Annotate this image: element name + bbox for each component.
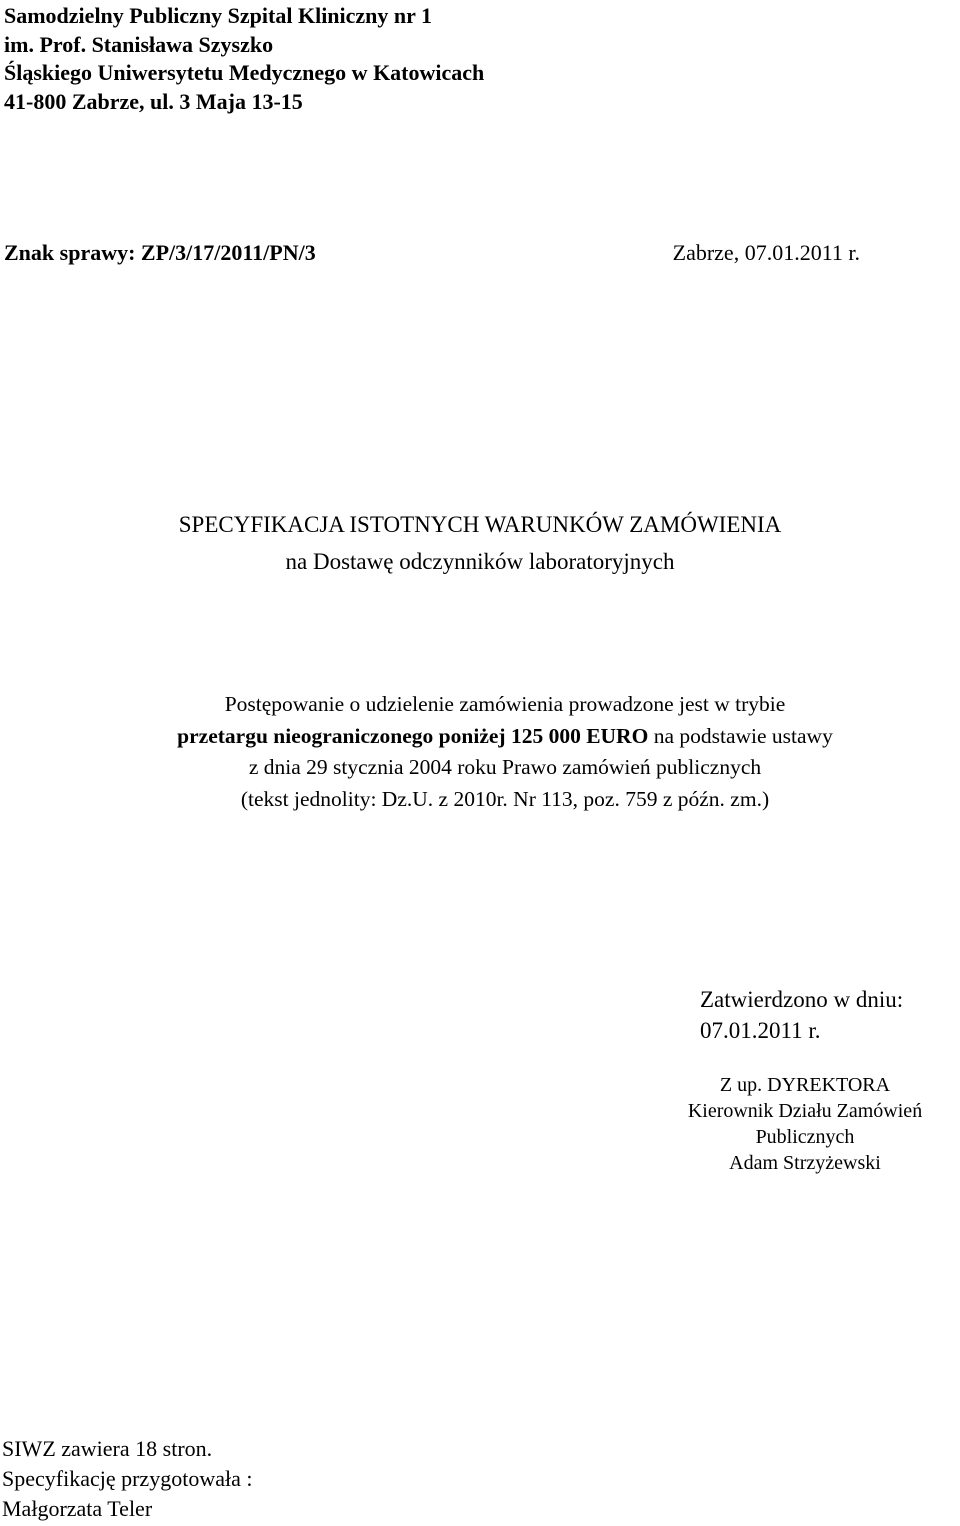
hospital-address-block — [4, 2, 484, 116]
document-title: SPECYFIKACJA ISTOTNYCH WARUNKÓW ZAMÓWIENIA — [178, 512, 782, 537]
hospital-name: Samodzielny Publiczny Szpital Kliniczny nr 1 — [4, 3, 433, 28]
signature-department: Publicznych — [755, 1126, 855, 1148]
procedure-line-3: z dnia 29 stycznia 2004 roku Prawo zamówień publicznych — [248, 755, 762, 779]
place-and-date: Zabrze, 07.01.2011 r. — [672, 240, 860, 265]
prepared-by-label: Specyfikację przygotowała : — [2, 1466, 253, 1491]
procedure-line-1: Postępowanie o udzielenie zamówienia prowadzone jest w trybie — [224, 692, 786, 716]
procedure-mode: przetargu nieograniczonego poniżej 125 000 EURO — [177, 723, 649, 748]
approval-date: 07.01.2011 r. — [700, 1018, 821, 1043]
procedure-line-4: (tekst jednolity: Dz.U. z 2010r. Nr 113, poz. 759 z późn. zm.) — [240, 786, 770, 811]
document-title-block — [0, 506, 960, 580]
hospital-patron: im. Prof. Stanisława Szyszko — [4, 31, 274, 57]
case-reference: Znak sprawy: ZP/3/17/2011/PN/3 — [4, 240, 316, 265]
procedure-legal-basis: na podstawie ustawy — [648, 723, 833, 748]
document-subject: na Dostawę odczynników laboratoryjnych — [285, 549, 675, 574]
hospital-university: Śląskiego Uniwersytetu Medycznego w Katowicach — [4, 60, 485, 85]
prepared-by-name: Małgorzata Teler — [2, 1496, 153, 1521]
signature-name: Adam Strzyżewski — [729, 1152, 881, 1174]
procedure-line-2 — [0, 721, 960, 753]
footer-block — [2, 1434, 252, 1524]
hospital-street-address: 41-800 Zabrze, ul. 3 Maja 13-15 — [4, 88, 303, 114]
signature-block — [640, 1072, 960, 1176]
signature-authority: Z up. DYREKTORA — [719, 1074, 891, 1096]
page-count: SIWZ zawiera 18 stron. — [2, 1436, 213, 1461]
approval-label: Zatwierdzono w dniu: — [700, 987, 904, 1012]
approval-block — [700, 984, 903, 1046]
procedure-description — [0, 689, 960, 815]
signature-position: Kierownik Działu Zamówień — [687, 1100, 923, 1122]
